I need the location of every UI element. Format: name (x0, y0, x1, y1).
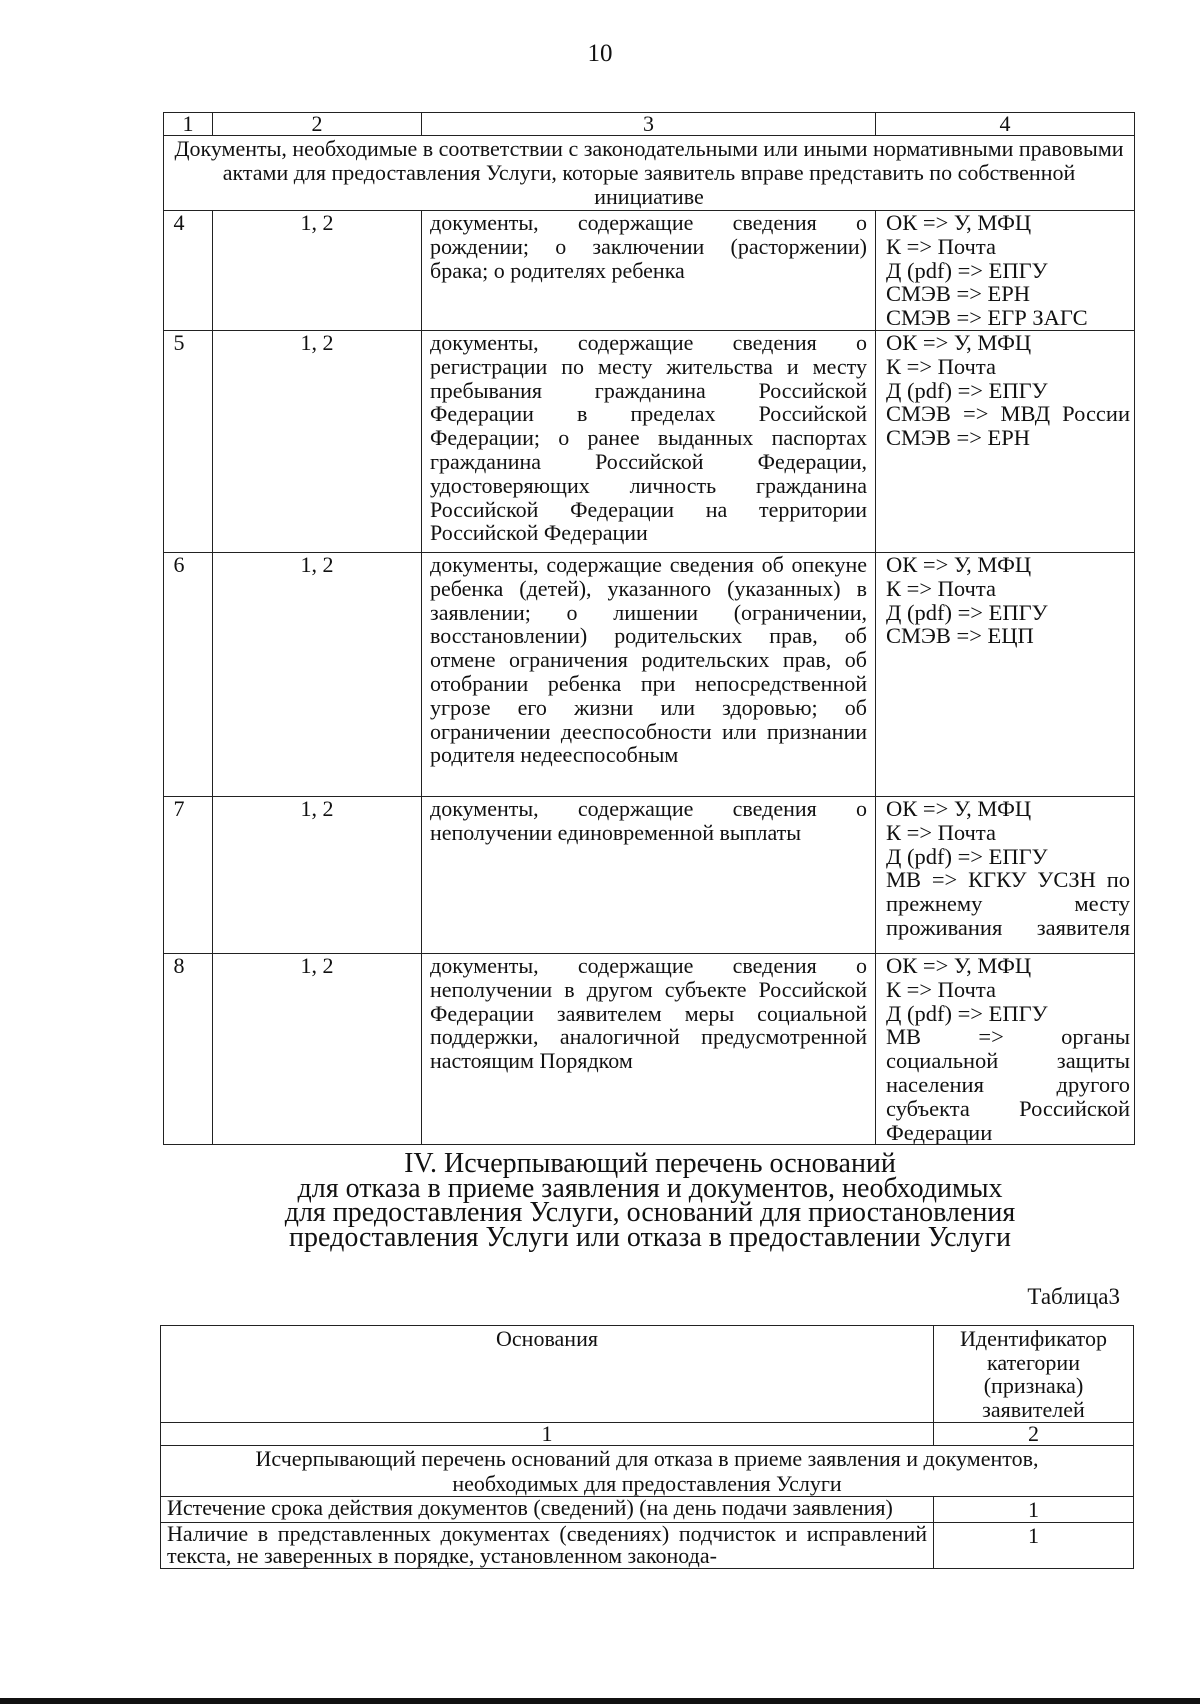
row-categories: 1, 2 (213, 330, 422, 552)
method-line: Д (pdf) => ЕПГУ (886, 843, 1048, 869)
method-line: Д (pdf) => ЕПГУ (886, 257, 1048, 283)
grounds-reason: Наличие в представленных документах (сведениях) подчисток и исправлений текста, не заверенных в порядке, установленном законода- (161, 1522, 934, 1568)
column-number: 3 (422, 113, 876, 136)
method-line: СМЭВ => ЕГР ЗАГС (886, 305, 1088, 331)
row-number: 5 (164, 330, 213, 552)
column-number-row (161, 1423, 1134, 1446)
table-row (164, 796, 1135, 953)
row-methods (876, 330, 1135, 552)
column-number: 4 (876, 113, 1135, 136)
row-methods (876, 552, 1135, 796)
row-categories: 1, 2 (213, 211, 422, 331)
grounds-table (160, 1325, 1134, 1569)
row-methods (876, 953, 1135, 1144)
method-line: СМЭВ => ЕЦП (886, 623, 1034, 649)
row-number: 4 (164, 211, 213, 331)
method-line: СМЭВ => ЕРН (886, 281, 1031, 307)
grounds-category: 1 (934, 1522, 1134, 1568)
row-description: документы, содержащие сведения о неполучении единовременной выплаты (422, 796, 876, 953)
column-number: 2 (213, 113, 422, 136)
table-row (164, 552, 1135, 796)
row-description: документы, содержащие сведения о рождении; о заключении (расторжении) брака; о родителях ребенка (422, 211, 876, 331)
method-line: ОК => У, МФЦ (886, 210, 1032, 235)
method-line: К => Почта (886, 575, 996, 601)
subheader-row (161, 1446, 1134, 1497)
grounds-reason: Истечение срока действия документов (сведений) (на день подачи заявления) (161, 1497, 934, 1523)
method-line: ОК => У, МФЦ (886, 330, 1032, 355)
row-categories: 1, 2 (213, 796, 422, 953)
column-number: 1 (164, 113, 213, 136)
scan-edge-rule (0, 1698, 1200, 1704)
column-number-row (164, 113, 1135, 136)
table-label: Таблица3 (1027, 1284, 1120, 1309)
category-id-column-header: Идентификатор категории (признака) заявителей (934, 1326, 1134, 1423)
method-line: ОК => У, МФЦ (886, 796, 1032, 821)
table-row (164, 211, 1135, 331)
grounds-column-header: Основания (161, 1326, 934, 1423)
method-line: МВ => КГКУ УСЗН по прежнему месту проживания заявителя (886, 867, 1130, 940)
row-description: документы, содержащие сведения о неполучении в другом субъекте Российской Федерации заявителем меры социальной поддержки, аналогичной предусмотренной настоящим Порядком (422, 953, 876, 1144)
table-row (161, 1497, 1134, 1523)
method-line: СМЭВ => МВД России (886, 401, 1130, 427)
section-heading-line: для отказа в приеме заявления и документов, необходимых (297, 1172, 1003, 1204)
method-line: ОК => У, МФЦ (886, 552, 1032, 577)
section-heading (200, 1148, 1100, 1253)
section-heading-line: предоставления Услуги или отказа в предоставлении Услуги (289, 1221, 1011, 1253)
grounds-subheader: Исчерпывающий перечень оснований для отказа в приеме заявления и документов, необходимых для предоставления Услуги (161, 1446, 1134, 1497)
method-line: ОК => У, МФЦ (886, 953, 1032, 978)
method-line: Д (pdf) => ЕПГУ (886, 1000, 1048, 1026)
method-line: К => Почта (886, 353, 996, 379)
row-methods (876, 796, 1135, 953)
grounds-category: 1 (934, 1497, 1134, 1523)
method-line: К => Почта (886, 819, 996, 845)
method-line: Д (pdf) => ЕПГУ (886, 599, 1048, 625)
documents-table (163, 112, 1135, 1145)
row-number: 7 (164, 796, 213, 953)
grounds-table-body (161, 1326, 1134, 1569)
section-heading-line: для предоставления Услуги, оснований для приостановления (284, 1197, 1016, 1228)
column-number: 2 (934, 1423, 1134, 1446)
row-description: документы, содержащие сведения об опекуне ребенка (детей), указанного (указанных) в заявлении; о лишении (ограничении, восстановлении) родительских прав, об отмене ограничения родительских прав, об отобрании ребенка при непосредственной угрозе его жизни или здоровью; об ограничении дееспособности или признании родителя недееспособным (422, 552, 876, 796)
grounds-header-row (161, 1326, 1134, 1423)
documents-table-body (164, 113, 1135, 1145)
method-line: К => Почта (886, 976, 996, 1002)
section-title-row (164, 136, 1135, 211)
row-categories: 1, 2 (213, 953, 422, 1144)
table-row (164, 330, 1135, 552)
table-row (164, 953, 1135, 1144)
method-line: МВ => органы социальной защиты населения другого субъекта Российской Федерации (886, 1024, 1130, 1145)
method-line: СМЭВ => ЕРН (886, 425, 1031, 451)
section-heading-line: IV. Исчерпывающий перечень оснований (404, 1148, 896, 1179)
column-number: 1 (161, 1423, 934, 1446)
row-number: 8 (164, 953, 213, 1144)
table-row (161, 1522, 1134, 1568)
method-line: К => Почта (886, 233, 996, 259)
row-categories: 1, 2 (213, 552, 422, 796)
row-description: документы, содержащие сведения о регистрации по месту жительства и месту пребывания гражданина Российской Федерации в пределах Российской Федерации; о ранее выданных паспортах гражданина Российской Федерации, удостоверяющих личность гражданина Российской Федерации на территории Российской Федерации (422, 330, 876, 552)
row-methods (876, 211, 1135, 331)
method-line: Д (pdf) => ЕПГУ (886, 377, 1048, 403)
row-number: 6 (164, 552, 213, 796)
section-title: Документы, необходимые в соответствии с законодательными или иными нормативными правовыми актами для предоставления Услуги, которые заявитель вправе представить по собственной инициативе (164, 136, 1135, 211)
page-number: 10 (587, 40, 613, 67)
